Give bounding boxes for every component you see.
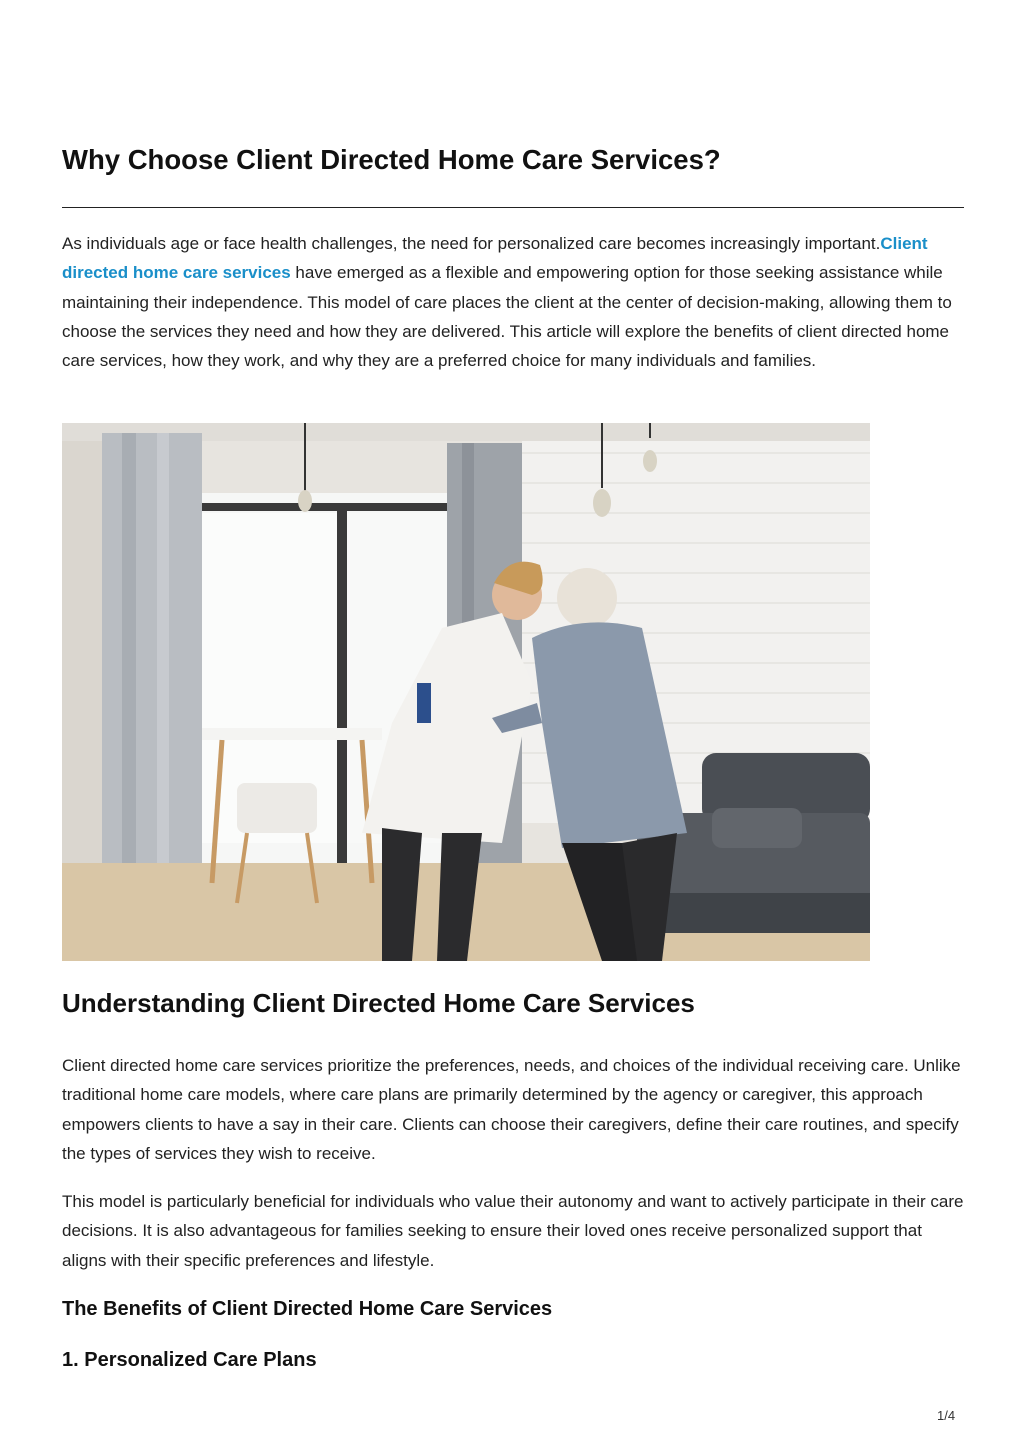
client-directed-link[interactable]: Client directed home care services <box>62 234 928 283</box>
intro-text-after-link: have emerged as a flexible and empowering option for those seeking assistance while maintaining their independence. This model of care places the client at the center of decision-making, allowing them to choose the services they need and how they are delivered. This article will explore the benefits of client directed home care services, how they work, and why they are a preferred choice for many individuals and families. <box>62 263 952 371</box>
caregiver-illustration <box>62 423 870 961</box>
title-divider <box>62 207 964 208</box>
section-paragraph-1: Client directed home care services prioritize the preferences, needs, and choices of the individual receiving care. Unlike traditional home care models, where care plans are primarily determined by the agency or caregiver, this approach empowers clients to have a say in their care. Clients can choose their caregivers, define their care routines, and specify the types of services they wish to receive. <box>62 1056 961 1163</box>
article-title: Why Choose Client Directed Home Care Services? <box>62 144 721 175</box>
page-number: 1/4 <box>937 1408 956 1423</box>
benefit-1-heading: 1. Personalized Care Plans <box>62 1349 317 1371</box>
section-heading: Understanding Client Directed Home Care Services <box>62 988 695 1018</box>
benefits-heading: The Benefits of Client Directed Home Care Services <box>62 1298 553 1320</box>
caregiver-photo <box>62 423 870 961</box>
section-paragraph-2: This model is particularly beneficial for individuals who value their autonomy and want to actively participate in their care decisions. It is also advantageous for families seeking to ensure their loved ones receive personalized support that aligns with their specific preferences and lifestyle. <box>62 1192 964 1270</box>
intro-paragraph <box>62 229 964 375</box>
intro-text-before-link: As individuals age or face health challenges, the need for personalized care becomes increasingly important. <box>62 234 881 253</box>
